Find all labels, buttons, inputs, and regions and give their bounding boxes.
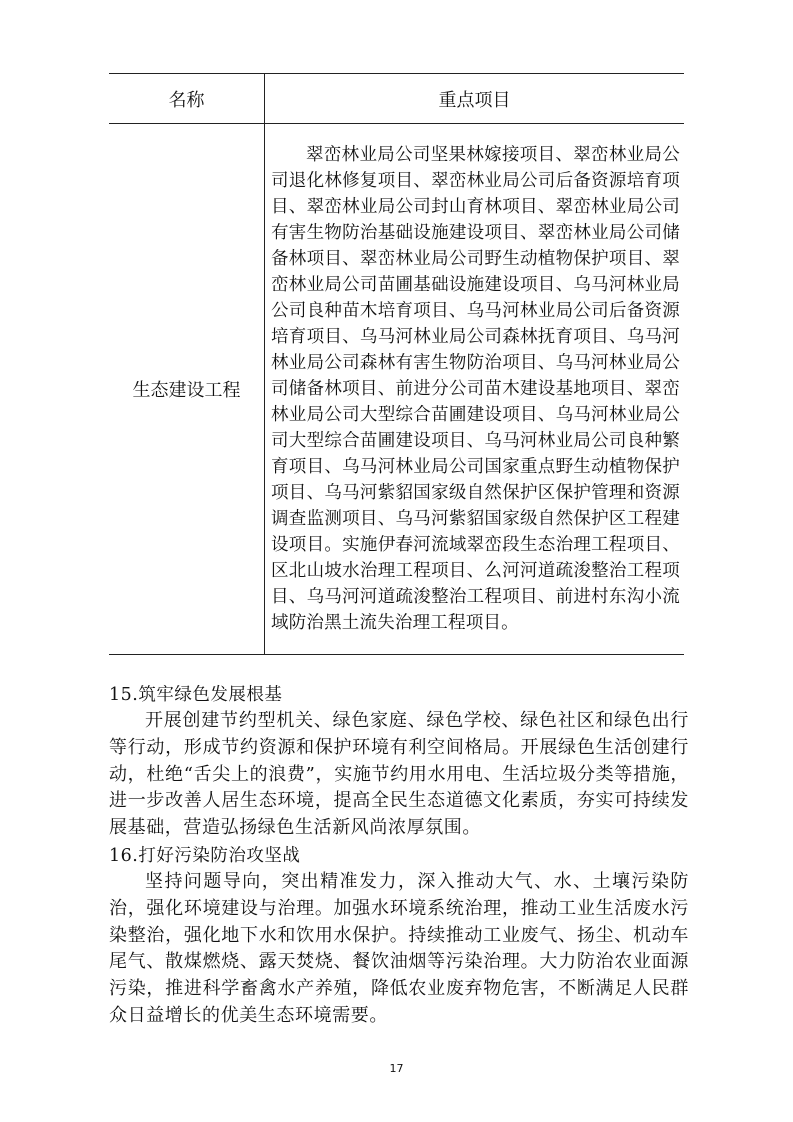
page-number: 17 [389, 1062, 404, 1075]
section-16-title: 16.打好污染防治攻坚战 [109, 846, 301, 866]
header-key-projects: 重点项目 [265, 74, 685, 124]
table-row [109, 124, 684, 655]
header-name: 名称 [109, 74, 265, 124]
row-projects-cell: 翠峦林业局公司坚果林嫁接项目、翠峦林业局公司退化林修复项目、翠峦林业局公司后备资源培育项目、翠峦林业局公司封山育林项目、翠峦林业局公司有害生物防治基础设施建设项目、翠峦林业局公司储备林项目、翠峦林业局公司野生动植物保护项目、翠峦林业局公司苗圃基础设施建设项目、乌马河林业局公司良种苗木培育项目、乌马河林业局公司后备资源培育项目、乌马河林业局公司森林抚育项目、乌马河林业局公司森林有害生物防治项目、乌马河林业局公司储备林项目、前进分公司苗木建设基地项目、翠峦林业局公司大型综合苗圃建设项目、乌马河林业局公司大型综合苗圃建设项目、乌马河林业局公司良种繁育项目、乌马河林业局公司国家重点野生动植物保护项目、乌马河紫貂国家级自然保护区保护管理和资源调查监测项目、乌马河紫貂国家级自然保护区工程建设项目。实施伊春河流域翠峦段生态治理工程项目、区北山坡水治理工程项目、么河河道疏浚整治工程项目、乌马河河道疏浚整治工程项目、前进村东沟小流域防治黑土流失治理工程项目。 [265, 124, 685, 655]
section-16-body: 坚持问题导向，突出精准发力，深入推动大气、水、土壤污染防治，强化环境建设与治理。加强水环境系统治理，推动工业生活废水污染整治，强化地下水和饮用水保护。持续推动工业废气、扬尘、机动车尾气、散煤燃烧、露天焚烧、餐饮油烟等污染治理。大力防治农业面源污染，推进科学畜禽水产养殖，降低农业废弃物危害，不断满足人民群众日益增长的优美生态环境需要。 [109, 871, 689, 1026]
table-header-row [109, 74, 684, 124]
row-name-cell: 生态建设工程 [109, 124, 265, 655]
key-projects-table [109, 73, 684, 655]
section-15-title: 15.筑牢绿色发展根基 [109, 685, 283, 705]
section-15-body: 开展创建节约型机关、绿色家庭、绿色学校、绿色社区和绿色出行等行动，形成节约资源和保护环境有利空间格局。开展绿色生活创建行动，杜绝“舌尖上的浪费”，实施节约用水用电、生活垃圾分类等措施，进一步改善人居生态环境，提高全民生态道德文化素质，夯实可持续发展基础，营造弘扬绿色生活新风尚浓厚氛围。 [109, 710, 689, 839]
